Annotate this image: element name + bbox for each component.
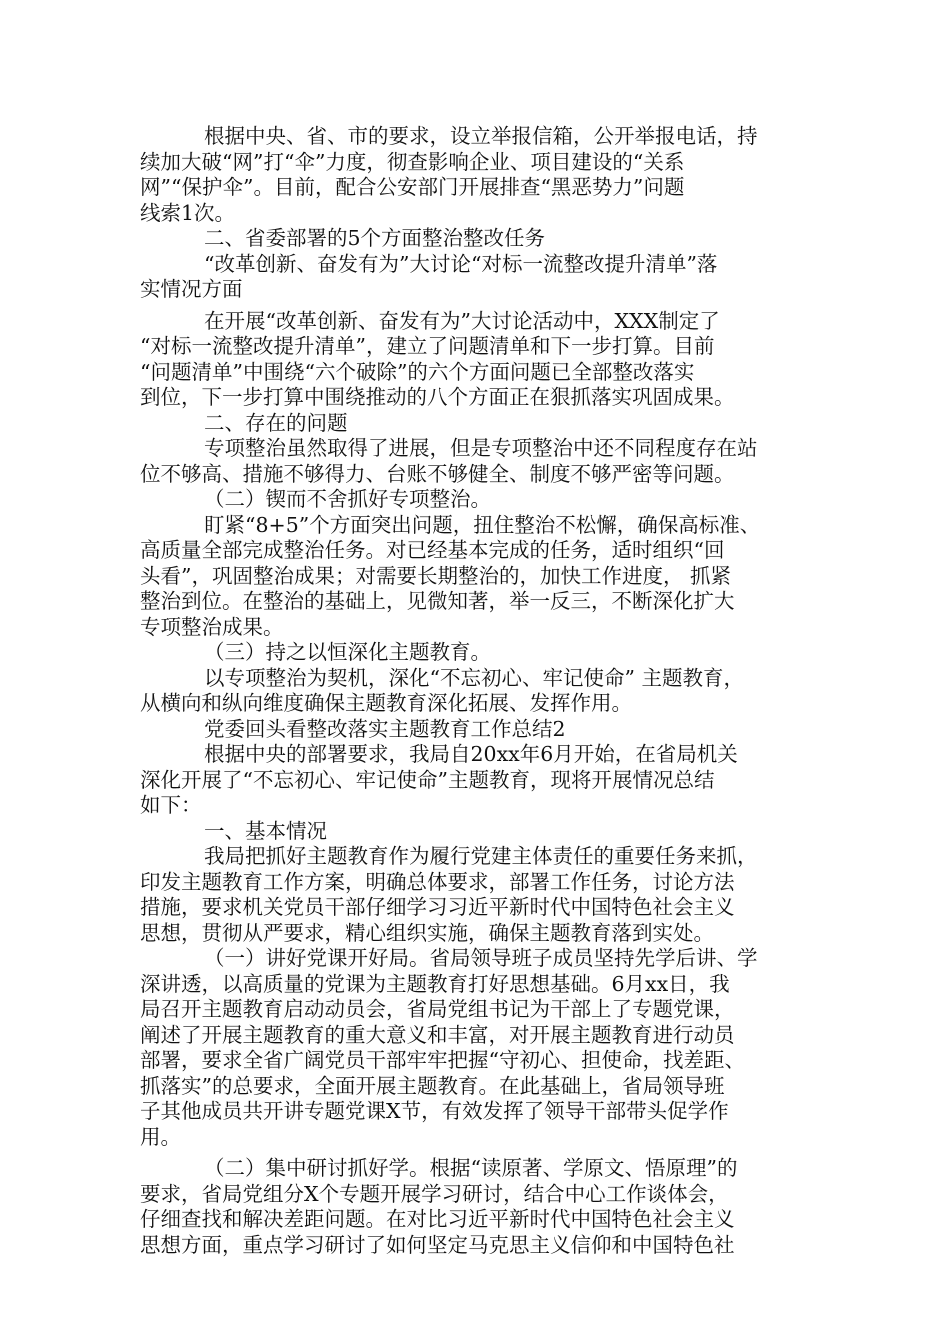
section-heading: 一、基本情况: [204, 818, 327, 843]
paragraph-line: 整治到位。在整治的基础上，见微知著，举一反三，不断深化扩大: [140, 589, 735, 613]
paragraph-line: 根据中央、省、市的要求，设立举报信箱，公开举报电话，持: [204, 124, 758, 148]
paragraph-line: “问题清单”中围绕“六个破除”的六个方面问题已全部整改落实: [140, 359, 695, 384]
paragraph-line: 如下：: [140, 793, 202, 817]
paragraph-line: 用。: [140, 1124, 181, 1149]
paragraph-line: 线索1次。: [140, 200, 236, 225]
section-heading: （二）锲而不舍抓好专项整治。: [204, 487, 491, 511]
paragraph-line: （二）集中研讨抓好学。根据“读原著、学原文、悟原理”的: [204, 1156, 738, 1180]
paragraph-line: 高质量全部完成整治任务。对已经基本完成的任务，适时组织“回: [140, 538, 725, 562]
paragraph-line: 专项整治虽然取得了进展，但是专项整治中还不同程度存在站: [204, 436, 758, 460]
paragraph-line: 阐述了开展主题教育的重大意义和丰富，对开展主题教育进行动员: [140, 1022, 735, 1047]
paragraph-line: 网”“保护伞”。目前，配合公安部门开展排查“黑恶势力”问题: [140, 175, 685, 199]
paragraph-line: 思想方面，重点学习研讨了如何坚定马克思主义信仰和中国特色社: [140, 1232, 735, 1257]
paragraph-line: 头看”，巩固整治成果；对需要长期整治的，加快工作进度， 抓紧: [140, 563, 731, 588]
document-title: 党委回头看整改落实主题教育工作总结2: [204, 716, 566, 741]
paragraph-line: 在开展“改革创新、奋发有为”大讨论活动中，XXX制定了: [204, 308, 720, 333]
paragraph-line: 要求，省局党组分X个专题开展学习研讨，结合中心工作谈体会，: [140, 1181, 729, 1206]
document-body: [140, 124, 820, 1258]
section-heading: 二、存在的问题: [204, 410, 348, 435]
paragraph-line: “改革创新、奋发有为”大讨论“对标一流整改提升清单”落: [204, 251, 718, 276]
paragraph-line: 仔细查找和解决差距问题。在对比习近平新时代中国特色社会主义: [140, 1207, 735, 1231]
paragraph-line: 抓落实”的总要求，全面开展主题教育。在此基础上，省局领导班: [140, 1073, 725, 1098]
paragraph-line: 实情况方面: [140, 277, 243, 301]
paragraph-line: 措施，要求机关党员干部仔细学习习近平新时代中国特色社会主义: [140, 895, 735, 919]
paragraph-line: 根据中央的部署要求，我局自20xx年6月开始，在省局机关: [204, 742, 738, 766]
paragraph-line: 深讲透，以高质量的党课为主题教育打好思想基础。6月xx日，我: [140, 971, 730, 996]
paragraph-line: 从横向和纵向维度确保主题教育深化拓展、发挥作用。: [140, 691, 632, 715]
paragraph-line: （一）讲好党课开好局。省局领导班子成员坚持先学后讲、学: [204, 946, 758, 970]
paragraph-line: 深化开展了“不忘初心、牢记使命”主题教育，现将开展情况总结: [140, 767, 715, 792]
section-heading: （三）持之以恒深化主题教育。: [204, 640, 491, 664]
paragraph-line: 盯紧“8+5”个方面突出问题，扭住整治不松懈，确保高标准、: [204, 512, 761, 537]
paragraph-line: 部署，要求全省广阔党员干部牢牢把握“守初心、担使命，找差距、: [140, 1048, 745, 1072]
paragraph-line: 子其他成员共开讲专题党课X节，有效发挥了领导干部带头促学作: [140, 1099, 729, 1123]
paragraph-line: 位不够高、措施不够得力、台账不够健全、制度不够严密等问题。: [140, 461, 735, 486]
paragraph-line: 局召开主题教育启动动员会，省局党组书记为干部上了专题党课，: [140, 997, 735, 1021]
paragraph-line: 续加大破“网”打“伞”力度，彻查影响企业、项目建设的“关系: [140, 149, 685, 174]
paragraph-line: 我局把抓好主题教育作为履行党建主体责任的重要任务来抓，: [204, 844, 758, 868]
paragraph-line: 专项整治成果。: [140, 614, 284, 639]
paragraph-line: 思想，贯彻从严要求，精心组织实施，确保主题教育落到实处。: [140, 920, 714, 945]
paragraph-line: “对标一流整改提升清单”，建立了问题清单和下一步打算。目前: [140, 334, 715, 358]
paragraph-line: 以专项整治为契机，深化“不忘初心、牢记使命” 主题教育，: [204, 665, 744, 690]
paragraph-line: 印发主题教育工作方案，明确总体要求，部署工作任务，讨论方法: [140, 869, 735, 894]
section-heading: 二、省委部署的5个方面整治整改任务: [204, 226, 546, 250]
paragraph-line: 到位，下一步打算中围绕推动的八个方面正在狠抓落实巩固成果。: [140, 385, 735, 409]
